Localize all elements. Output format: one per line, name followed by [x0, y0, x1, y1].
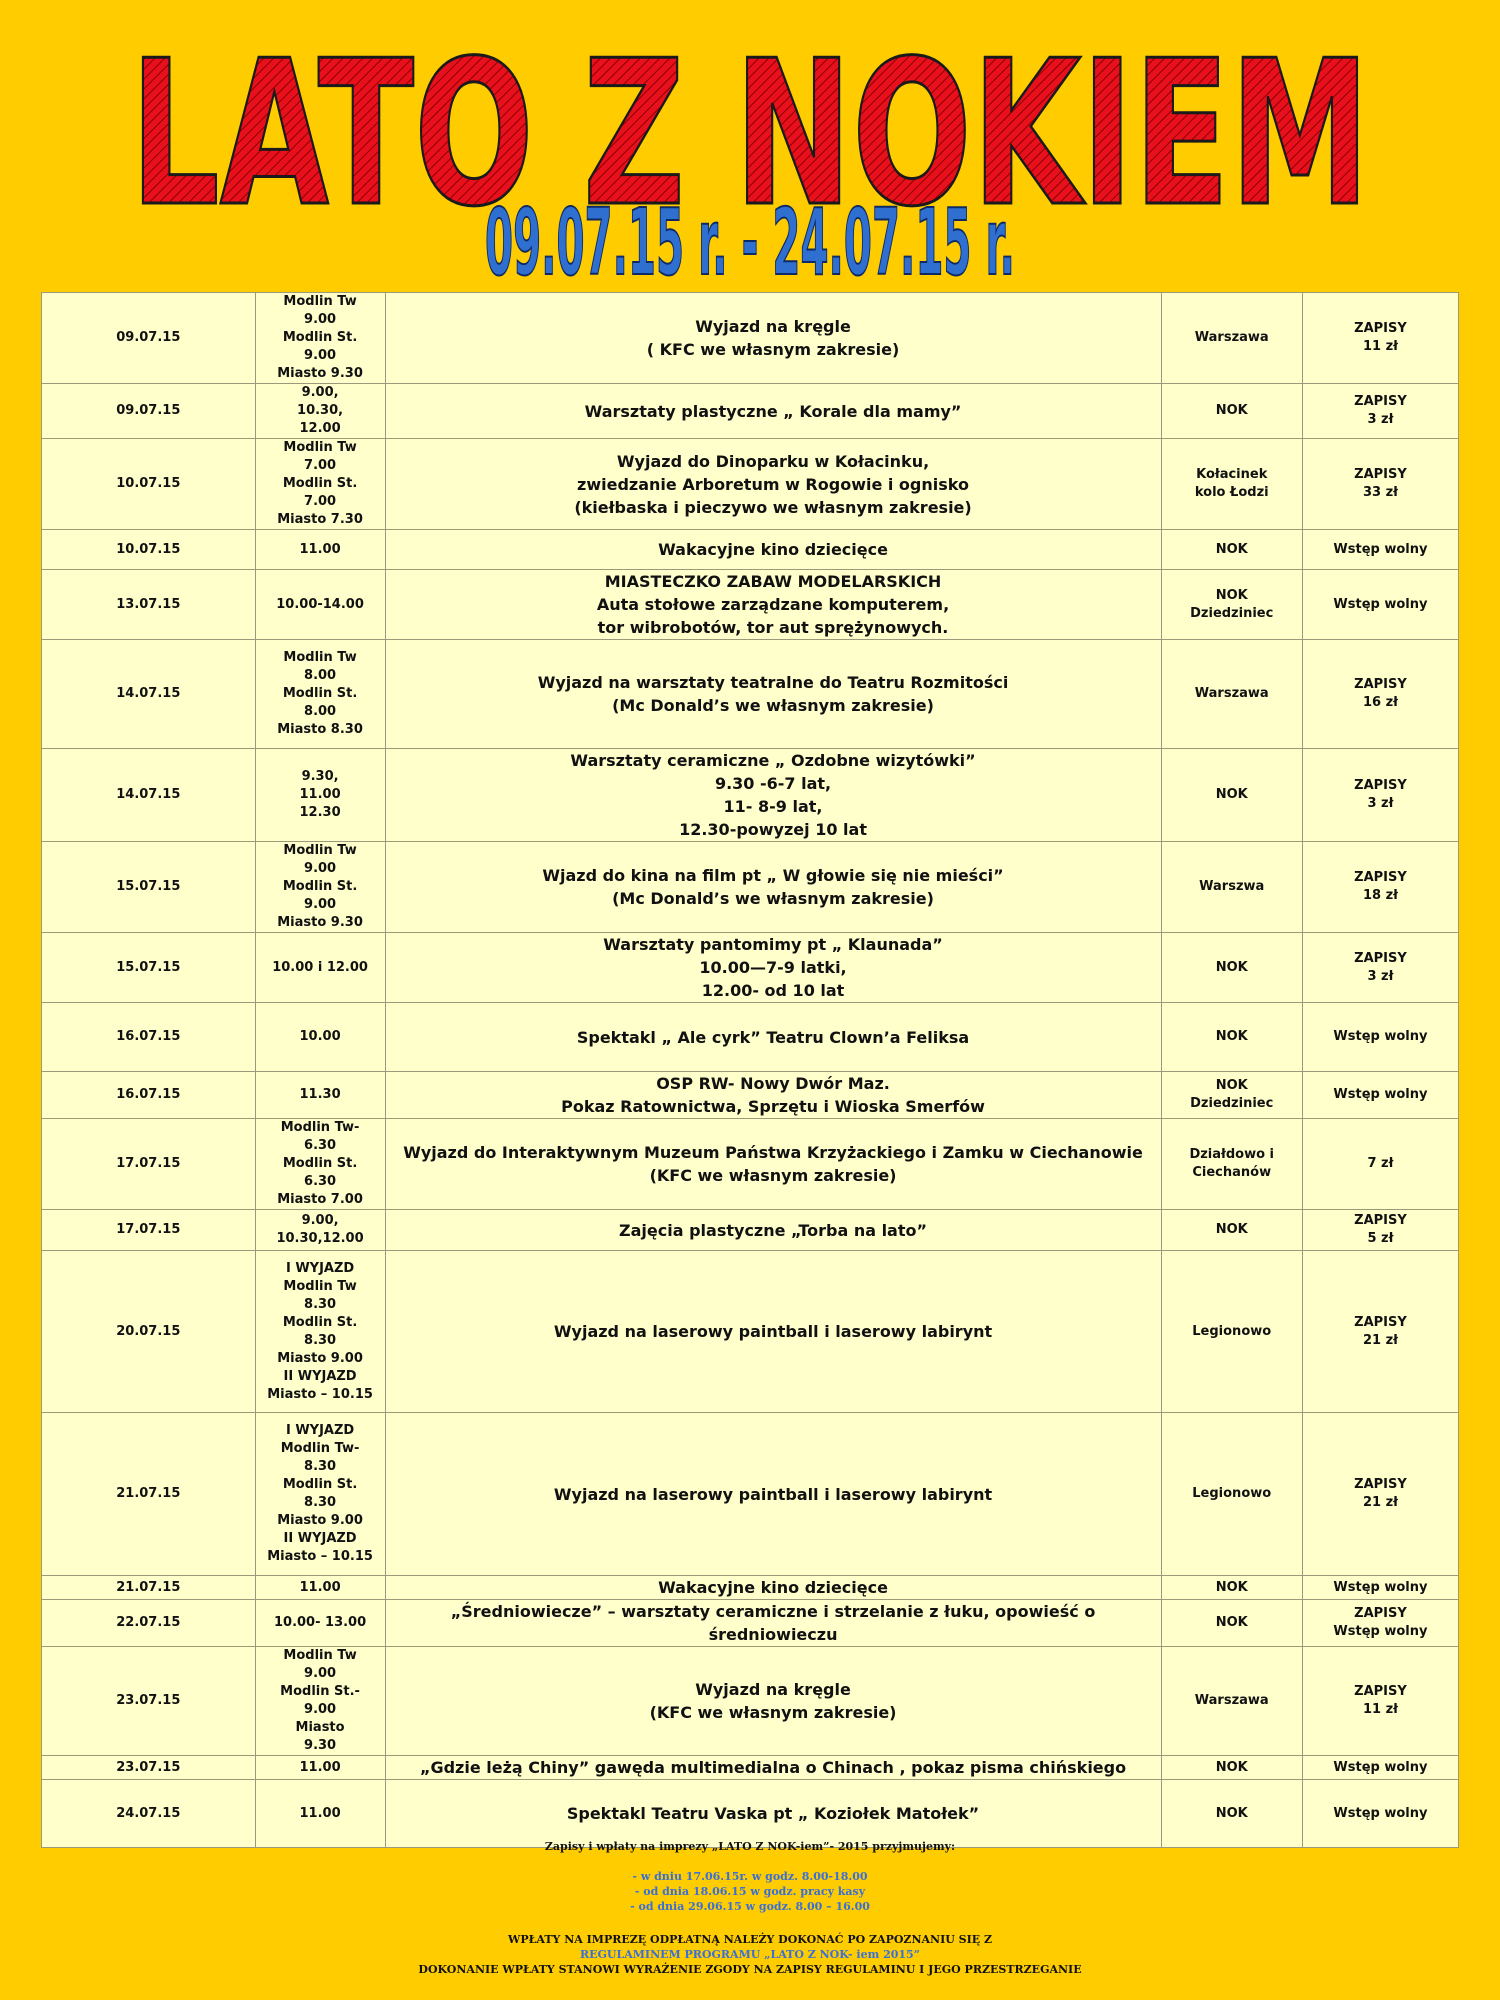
event-description: Wyjazd na kręgle (KFC we własnym zakresie)	[385, 1647, 1161, 1756]
event-fee: ZAPISY 21 zł	[1302, 1413, 1458, 1576]
poster-dates	[0, 186, 1500, 286]
schedule-row	[42, 1756, 1459, 1780]
payment-notice-1: WPŁATY NA IMPREZĘ ODPŁATNĄ NALEŻY DOKONAĆ PO ZAPOZNANIU SIĘ Z	[508, 1933, 992, 1946]
event-description: OSP RW- Nowy Dwór Maz. Pokaz Ratownictwa, Sprzętu i Wioska Smerfów	[385, 1072, 1161, 1119]
event-description: Wyjazd na laserowy paintball i laserowy labirynt	[385, 1251, 1161, 1413]
event-date: 17.07.15	[42, 1119, 256, 1210]
schedule-row	[42, 933, 1459, 1003]
event-date: 15.07.15	[42, 933, 256, 1003]
departure-times: Modlin Tw 9.00 Modlin St. 9.00 Miasto 9.30	[255, 293, 385, 384]
event-fee: ZAPISY 11 zł	[1302, 293, 1458, 384]
schedule-row	[42, 640, 1459, 749]
schedule-row	[42, 293, 1459, 384]
event-date: 14.07.15	[42, 749, 256, 842]
registration-info	[0, 1840, 1500, 1977]
event-location: NOK	[1161, 1576, 1302, 1600]
schedule-row	[42, 1647, 1459, 1756]
event-fee: ZAPISY 3 zł	[1302, 749, 1458, 842]
event-fee: Wstęp wolny	[1302, 1003, 1458, 1072]
event-fee: ZAPISY 21 zł	[1302, 1251, 1458, 1413]
event-fee: ZAPISY 18 zł	[1302, 842, 1458, 933]
event-description: Warsztaty ceramiczne „ Ozdobne wizytówki” 9.30 -6-7 lat, 11- 8-9 lat, 12.30-powyzej 10 lat	[385, 749, 1161, 842]
event-fee: ZAPISY 3 zł	[1302, 384, 1458, 439]
event-location: NOK	[1161, 1756, 1302, 1780]
departure-times: 10.00- 13.00	[255, 1600, 385, 1647]
dates-text: 09.07.15 r. - 24.07.15 r.	[485, 189, 1015, 286]
event-date: 10.07.15	[42, 530, 256, 570]
event-location: Warszwa	[1161, 842, 1302, 933]
event-date: 17.07.15	[42, 1210, 256, 1251]
schedule-row	[42, 1251, 1459, 1413]
schedule-body	[42, 293, 1459, 1848]
event-date: 09.07.15	[42, 293, 256, 384]
event-date: 21.07.15	[42, 1413, 256, 1576]
event-date: 16.07.15	[42, 1072, 256, 1119]
registration-intro: Zapisy i wpłaty na imprezy „LATO Z NOK-iem”- 2015 przyjmujemy:	[544, 1840, 956, 1853]
event-description: Spektakl Teatru Vaska pt „ Koziołek Matołek”	[385, 1780, 1161, 1848]
schedule-row	[42, 749, 1459, 842]
event-description: Wakacyjne kino dziecięce	[385, 1576, 1161, 1600]
event-location: NOK	[1161, 384, 1302, 439]
departure-times: 10.00-14.00	[255, 570, 385, 640]
event-location: Warszawa	[1161, 640, 1302, 749]
event-description: Warsztaty plastyczne „ Korale dla mamy”	[385, 384, 1161, 439]
schedule-row	[42, 1072, 1459, 1119]
event-location: Warszawa	[1161, 293, 1302, 384]
event-description: MIASTECZKO ZABAW MODELARSKICH Auta stołowe zarządzane komputerem, tor wibrobotów, tor aut sprężynowych.	[385, 570, 1161, 640]
event-fee: ZAPISY 5 zł	[1302, 1210, 1458, 1251]
event-location: Legionowo	[1161, 1251, 1302, 1413]
event-fee: ZAPISY 11 zł	[1302, 1647, 1458, 1756]
registration-date-2: - od dnia 18.06.15 w godz. pracy kasy	[634, 1885, 866, 1898]
event-date: 16.07.15	[42, 1003, 256, 1072]
event-fee: 7 zł	[1302, 1119, 1458, 1210]
event-fee: Wstęp wolny	[1302, 530, 1458, 570]
event-location: NOK Dziedziniec	[1161, 570, 1302, 640]
event-fee: ZAPISY 33 zł	[1302, 439, 1458, 530]
departure-times: Modlin Tw 7.00 Modlin St. 7.00 Miasto 7.30	[255, 439, 385, 530]
event-date: 23.07.15	[42, 1647, 256, 1756]
registration-date-1: - w dniu 17.06.15r. w godz. 8.00-18.00	[632, 1870, 868, 1883]
schedule-table	[41, 292, 1459, 1848]
departure-times: 11.00	[255, 1780, 385, 1848]
event-date: 13.07.15	[42, 570, 256, 640]
event-date: 15.07.15	[42, 842, 256, 933]
event-location: NOK Dziedziniec	[1161, 1072, 1302, 1119]
event-description: „Gdzie leżą Chiny” gawęda multimedialna o Chinach , pokaz pisma chińskiego	[385, 1756, 1161, 1780]
event-description: Wyjazd do Interaktywnym Muzeum Państwa Krzyżackiego i Zamku w Ciechanowie (KFC we własnym zakresie)	[385, 1119, 1161, 1210]
event-description: Warsztaty pantomimy pt „ Klaunada” 10.00—7-9 latki, 12.00- od 10 lat	[385, 933, 1161, 1003]
event-fee: Wstęp wolny	[1302, 1072, 1458, 1119]
schedule-row	[42, 1576, 1459, 1600]
event-date: 20.07.15	[42, 1251, 256, 1413]
event-location: NOK	[1161, 1780, 1302, 1848]
event-location: NOK	[1161, 749, 1302, 842]
event-description: Wyjazd do Dinoparku w Kołacinku, zwiedzanie Arboretum w Rogowie i ognisko (kiełbaska i pieczywo we własnym zakresie)	[385, 439, 1161, 530]
departure-times: 10.00	[255, 1003, 385, 1072]
schedule-row	[42, 530, 1459, 570]
event-description: „Średniowiecze” – warsztaty ceramiczne i strzelanie z łuku, opowieść o średniowieczu	[385, 1600, 1161, 1647]
departure-times: Modlin Tw- 6.30 Modlin St. 6.30 Miasto 7.00	[255, 1119, 385, 1210]
event-location: NOK	[1161, 1003, 1302, 1072]
schedule-row	[42, 439, 1459, 530]
departure-times: I WYJAZD Modlin Tw 8.30 Modlin St. 8.30 Miasto 9.00 II WYJAZD Miasto – 10.15	[255, 1251, 385, 1413]
payment-notice-3: DOKONANIE WPŁATY STANOWI WYRAŻENIE ZGODY NA ZAPISY REGULAMINU I JEGO PRZESTRZEGANIE	[418, 1963, 1082, 1976]
departure-times: Modlin Tw 9.00 Modlin St. 9.00 Miasto 9.30	[255, 842, 385, 933]
departure-times: Modlin Tw 8.00 Modlin St. 8.00 Miasto 8.30	[255, 640, 385, 749]
event-location: Kołacinek kolo Łodzi	[1161, 439, 1302, 530]
departure-times: 11.00	[255, 530, 385, 570]
schedule-row	[42, 1413, 1459, 1576]
departure-times: 9.00, 10.30,12.00	[255, 1210, 385, 1251]
event-description: Spektakl „ Ale cyrk” Teatru Clown’a Feliksa	[385, 1003, 1161, 1072]
schedule-row	[42, 1119, 1459, 1210]
departure-times: 11.30	[255, 1072, 385, 1119]
schedule-row	[42, 1003, 1459, 1072]
event-date: 09.07.15	[42, 384, 256, 439]
event-date: 21.07.15	[42, 1576, 256, 1600]
departure-times: 9.30, 11.00 12.30	[255, 749, 385, 842]
event-date: 22.07.15	[42, 1600, 256, 1647]
event-date: 24.07.15	[42, 1780, 256, 1848]
event-location: NOK	[1161, 1210, 1302, 1251]
event-fee: ZAPISY Wstęp wolny	[1302, 1600, 1458, 1647]
event-date: 10.07.15	[42, 439, 256, 530]
departure-times: Modlin Tw 9.00 Modlin St.- 9.00 Miasto 9.30	[255, 1647, 385, 1756]
registration-date-3: - od dnia 29.06.15 w godz. 8.00 – 16.00	[630, 1900, 870, 1913]
departure-times: 11.00	[255, 1576, 385, 1600]
payment-notice-2: REGULAMINEM PROGRAMU „LATO Z NOK- iem 2015”	[579, 1948, 921, 1961]
schedule-row	[42, 1600, 1459, 1647]
schedule-row	[42, 1210, 1459, 1251]
event-location: Działdowo i Ciechanów	[1161, 1119, 1302, 1210]
event-fee: Wstęp wolny	[1302, 1780, 1458, 1848]
event-description: Wyjazd na kręgle ( KFC we własnym zakresie)	[385, 293, 1161, 384]
event-location: NOK	[1161, 530, 1302, 570]
schedule-row	[42, 570, 1459, 640]
departure-times: 11.00	[255, 1756, 385, 1780]
event-fee: Wstęp wolny	[1302, 1756, 1458, 1780]
departure-times: 10.00 i 12.00	[255, 933, 385, 1003]
event-fee: Wstęp wolny	[1302, 570, 1458, 640]
event-location: NOK	[1161, 1600, 1302, 1647]
event-location: Legionowo	[1161, 1413, 1302, 1576]
event-description: Wakacyjne kino dziecięce	[385, 530, 1161, 570]
event-date: 14.07.15	[42, 640, 256, 749]
schedule-row	[42, 842, 1459, 933]
event-fee: ZAPISY 3 zł	[1302, 933, 1458, 1003]
schedule-row	[42, 384, 1459, 439]
event-description: Wyjazd na laserowy paintball i laserowy labirynt	[385, 1413, 1161, 1576]
title-text: LATO Z NOKIEM	[130, 28, 1370, 243]
departure-times: 9.00, 10.30, 12.00	[255, 384, 385, 439]
departure-times: I WYJAZD Modlin Tw- 8.30 Modlin St. 8.30 Miasto 9.00 II WYJAZD Miasto – 10.15	[255, 1413, 385, 1576]
event-description: Zajęcia plastyczne „Torba na lato”	[385, 1210, 1161, 1251]
schedule-row	[42, 1780, 1459, 1848]
event-fee: Wstęp wolny	[1302, 1576, 1458, 1600]
event-location: Warszawa	[1161, 1647, 1302, 1756]
event-location: NOK	[1161, 933, 1302, 1003]
event-description: Wjazd do kina na film pt „ W głowie się nie mieści” (Mc Donald’s we własnym zakresie)	[385, 842, 1161, 933]
event-date: 23.07.15	[42, 1756, 256, 1780]
event-fee: ZAPISY 16 zł	[1302, 640, 1458, 749]
event-description: Wyjazd na warsztaty teatralne do Teatru Rozmitości (Mc Donald’s we własnym zakresie)	[385, 640, 1161, 749]
